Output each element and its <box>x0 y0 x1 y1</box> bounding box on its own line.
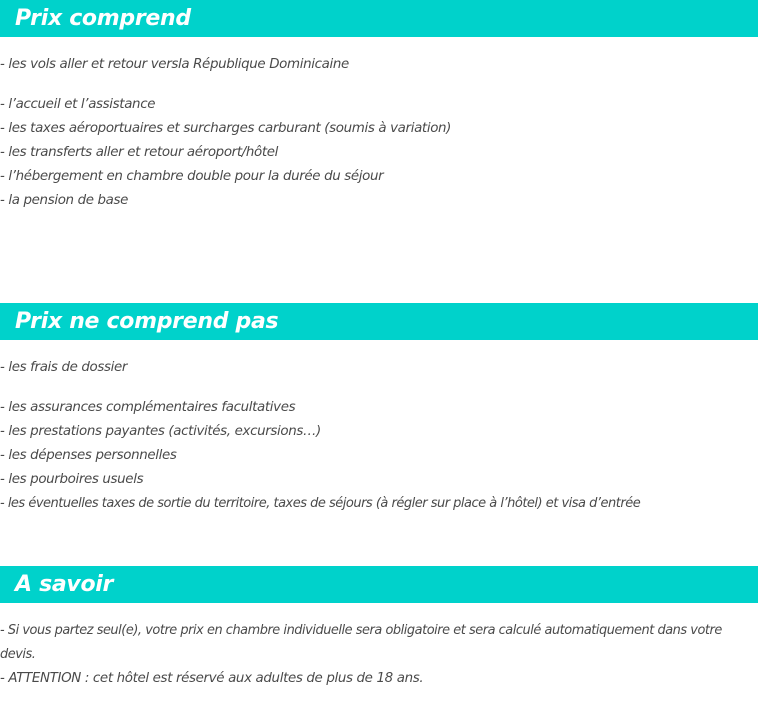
list-item: - les dépenses personnelles <box>0 448 177 463</box>
section-title: Prix comprend <box>0 0 758 37</box>
list-item: - la pension de base <box>0 193 129 208</box>
list-item: - les assurances complémentaires facultatives <box>0 400 296 415</box>
list-item: - les éventuelles taxes de sortie du territoire, taxes de séjours (à régler sur place à l’hôtel) et visa d’entrée <box>0 496 641 511</box>
list-item: - les vols aller et retour versla République Dominicaine <box>0 57 349 72</box>
list-item: - les pourboires usuels <box>0 472 144 487</box>
list-item: - l’hébergement en chambre double pour la durée du séjour <box>0 169 384 184</box>
list-item: - les prestations payantes (activités, excursions…) <box>0 424 321 439</box>
list-item: - les frais de dossier <box>0 360 128 375</box>
section-title: Prix ne comprend pas <box>0 303 758 340</box>
list-item: - les transferts aller et retour aéroport/hôtel <box>0 145 279 160</box>
list-item: - ATTENTION : cet hôtel est réservé aux adultes de plus de 18 ans. <box>0 671 424 686</box>
list-item: - Si vous partez seul(e), votre prix en chambre individuelle sera obligatoire et sera calculé automatiquement dans votre devis. <box>0 623 722 662</box>
list-item: - les taxes aéroportuaires et surcharges carburant (soumis à variation) <box>0 121 452 136</box>
section-title: A savoir <box>0 566 758 603</box>
list-item: - l’accueil et l’assistance <box>0 97 156 112</box>
